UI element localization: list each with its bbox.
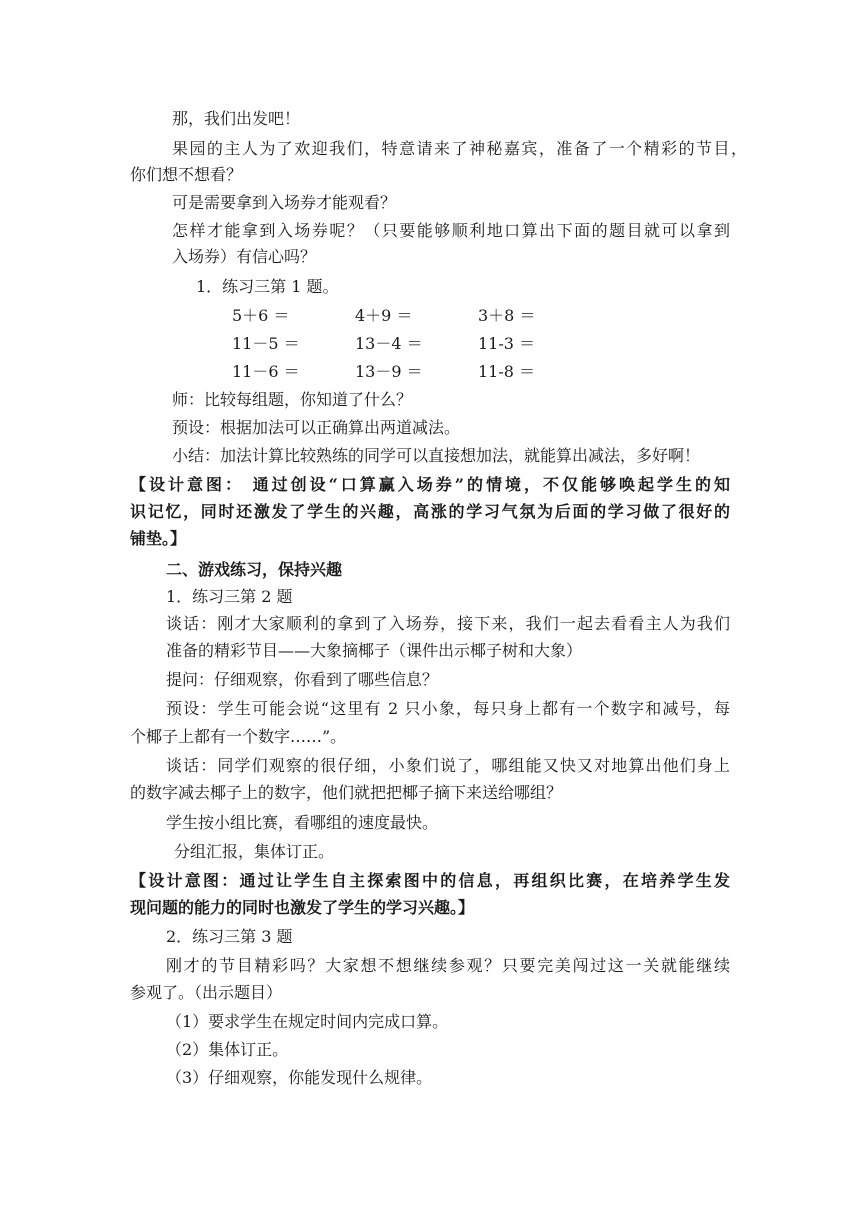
exercise-item: 13－9 ＝ [355, 362, 423, 381]
paragraph-line: 刚才的节目精彩吗？大家想不想继续参观？只要完美闯过这一关就能继续 [166, 956, 730, 975]
paragraph-line: 入场券）有信心吗？ [172, 247, 317, 266]
paragraph-line: 预设：根据加法可以正确算出两道减法。 [172, 418, 461, 437]
paragraph-line: 师：比较每组题，你知道了什么？ [172, 390, 413, 409]
exercise-item: 3＋8 ＝ [478, 306, 536, 325]
paragraph-line: 小结：加法计算比较熟练的同学可以直接想加法，就能算出减法，多好啊！ [172, 446, 701, 465]
list-item: （2）集体订正。 [166, 1040, 289, 1059]
paragraph-line: 预设：学生可能会说“这里有 2 只小象，每只身上都有一个数字和减号，每 [166, 699, 730, 718]
paragraph-line: 学生按小组比赛，看哪组的速度最快。 [166, 813, 439, 832]
exercise-item: 11－6 ＝ [232, 362, 300, 381]
paragraph-line: 怎样才能拿到入场券呢？（只要能够顺利地口算出下面的题目就可以拿到 [172, 221, 730, 240]
design-intent-line: 识记忆，同时还激发了学生的兴趣，高涨的学习气氛为后面的学习做了很好的 [130, 502, 730, 521]
exercise-item: 13－4 ＝ [355, 334, 423, 353]
paragraph-line: 分组汇报，集体订正。 [174, 842, 335, 861]
exercise-item: 4＋9 ＝ [355, 306, 413, 325]
paragraph-line: 的数字减去椰子上的数字，他们就把把椰子摘下来送给哪组？ [130, 783, 563, 802]
paragraph-line: 可是需要拿到入场券才能观看？ [172, 193, 397, 212]
list-item: （3）仔细观察，你能发现什么规律。 [166, 1068, 433, 1087]
exercise-item: 11－5 ＝ [232, 334, 300, 353]
paragraph-line: 谈话：刚才大家顺利的拿到了入场券，接下来，我们一起去看看主人为我们 [166, 614, 730, 633]
exercise-heading: 1．练习三第 2 题 [166, 587, 293, 606]
exercise-heading: 2．练习三第 3 题 [166, 927, 293, 946]
design-intent-line: 现问题的能力的同时也激发了学生的学习兴趣。】 [130, 898, 475, 917]
paragraph-line: 准备的精彩节目——大象摘椰子（课件出示椰子树和大象） [166, 641, 583, 660]
design-intent-line: 铺垫。】 [130, 529, 187, 548]
paragraph-line: 那，我们出发吧！ [172, 109, 301, 128]
section-heading: 二、游戏练习，保持兴趣 [166, 560, 343, 579]
paragraph-line: 提问：仔细观察，你看到了哪些信息？ [166, 670, 439, 689]
exercise-item: 5＋6 ＝ [232, 306, 290, 325]
exercise-item: 11-8 ＝ [478, 362, 536, 381]
paragraph-line: 参观了。（出示题目） [130, 983, 283, 1002]
paragraph-line: 果园的主人为了欢迎我们，特意请来了神秘嘉宾，准备了一个精彩的节目， [172, 139, 747, 158]
exercise-heading: 1．练习三第 1 题。 [196, 277, 339, 296]
list-item: （1）要求学生在规定时间内完成口算。 [166, 1012, 449, 1031]
paragraph-line: 个椰子上都有一个数字……”。 [130, 727, 347, 746]
exercise-item: 11-3 ＝ [478, 334, 536, 353]
design-intent-line: 【设计意图：通过让学生自主探索图中的信息，再组织比赛，在培养学生发 [130, 871, 730, 890]
paragraph-line: 你们想不想看？ [130, 165, 243, 184]
design-intent-line: 【设计意图： 通过创设“口算赢入场券”的情境，不仅能够唤起学生的知 [130, 475, 730, 494]
paragraph-line: 谈话：同学们观察的很仔细，小象们说了，哪组能又快又对地算出他们身上 [166, 756, 730, 775]
